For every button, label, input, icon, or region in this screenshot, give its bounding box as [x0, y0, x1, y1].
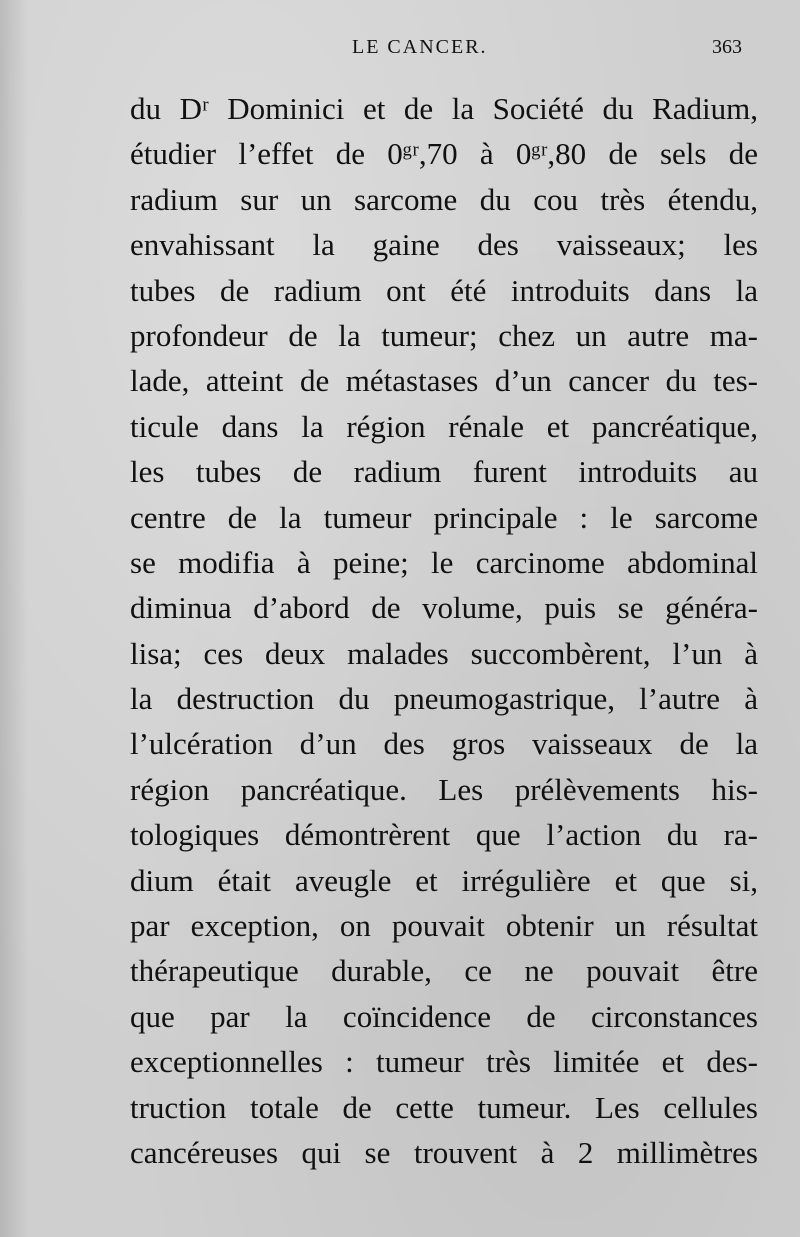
text-line: que par la coïncidence de circonstances: [130, 998, 758, 1034]
text-line: thérapeutique durable, ce ne pouvait être: [130, 953, 758, 989]
body-text: [130, 86, 758, 1175]
text-line: la destruction du pneumogastrique, l’autre à: [130, 681, 758, 717]
text-line: exceptionnelles : tumeur très limitée et des-: [130, 1044, 758, 1080]
text-line: région pancréatique. Les prélèvements his-: [130, 771, 758, 807]
text-line: du Dʳ Dominici et de la Société du Radium,: [130, 91, 758, 126]
text-line: centre de la tumeur principale : le sarcome: [130, 499, 758, 535]
text-line: lisa; ces deux malades succombèrent, l’un à: [130, 635, 758, 671]
text-line: par exception, on pouvait obtenir un résultat: [130, 908, 758, 944]
text-line: diminua d’abord de volume, puis se généra-: [130, 590, 758, 626]
text-line: truction totale de cette tumeur. Les cellules: [130, 1089, 758, 1125]
running-head: [0, 32, 800, 62]
text-line: envahissant la gaine des vaisseaux; les: [130, 227, 758, 263]
text-line: étudier l’effet de 0ᵍʳ,70 à 0ᵍʳ,80 de sels de: [130, 136, 758, 172]
text-line: tologiques démontrèrent que l’action du ra-: [130, 817, 758, 853]
text-line: l’ulcération d’un des gros vaisseaux de la: [130, 726, 758, 762]
gutter-shadow: [0, 0, 28, 1237]
text-line: les tubes de radium furent introduits au: [130, 454, 758, 490]
text-line: lade, atteint de métastases d’un cancer du tes-: [130, 363, 758, 399]
text-line: se modifia à peine; le carcinome abdominal: [130, 544, 758, 580]
text-line: profondeur de la tumeur; chez un autre ma-: [130, 317, 758, 353]
text-line: radium sur un sarcome du cou très étendu,: [130, 181, 758, 217]
page-number: 363: [712, 36, 742, 58]
running-title: LE CANCER.: [352, 36, 488, 58]
text-line: ticule dans la région rénale et pancréatique,: [130, 408, 758, 444]
text-line: cancéreuses qui se trouvent à 2 millimètres: [130, 1134, 758, 1170]
text-line: tubes de radium ont été introduits dans la: [130, 272, 758, 308]
text-line: dium était aveugle et irrégulière et que si,: [130, 862, 758, 898]
